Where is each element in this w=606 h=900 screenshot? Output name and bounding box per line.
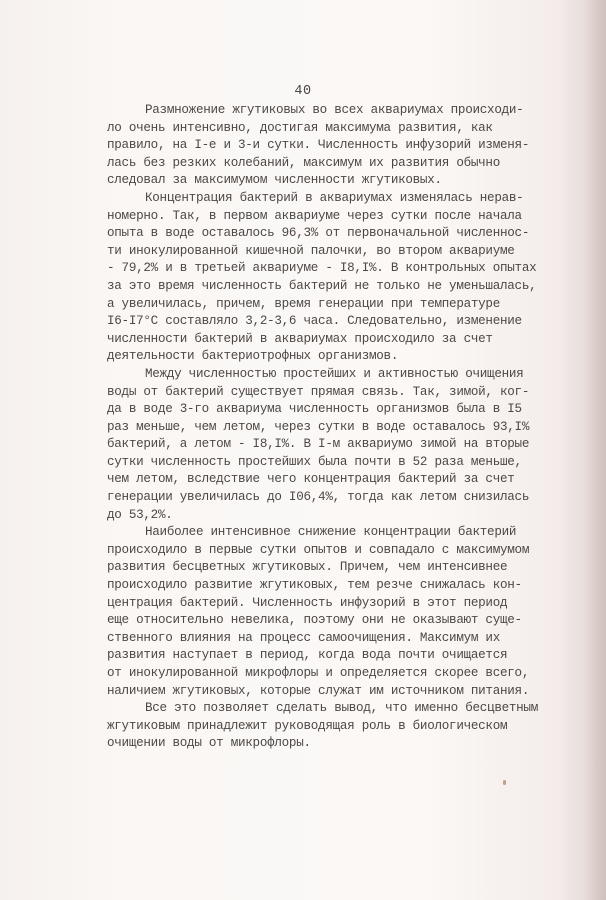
text-line: I6-I7°С составляло 3,2-3,6 часа. Следовательно, изменение	[107, 314, 522, 329]
paragraph	[107, 190, 537, 366]
text-line: чем летом, вследствие чего концентрация бактерий за счет	[107, 472, 515, 487]
text-line: центрация бактерий. Численность инфузорий в этот период	[107, 595, 508, 610]
text-line: лась без резких колебаний, максимум их развития обычно	[107, 155, 500, 170]
text-line: деятельности бактериотрофных организмов.	[107, 349, 399, 364]
text-line: Все это позволяет сделать вывод, что именно бесцветным	[145, 701, 538, 716]
text-line: следовал за максимумом численности жгутиковых.	[107, 173, 442, 188]
text-line: правило, на I-е и 3-и сутки. Численность инфузорий изменя-	[107, 138, 530, 153]
body-text	[107, 102, 538, 753]
text-line: развития наступает в период, когда вода почти очищается	[107, 648, 508, 663]
text-line: номерно. Так, в первом аквариуме через сутки после начала	[107, 208, 522, 223]
text-line: Размножение жгутиковых во всех аквариумах происходи-	[145, 103, 524, 117]
paragraph	[107, 524, 530, 700]
text-line: воды от бактерий существует прямая связь. Так, зимой, ког-	[107, 384, 530, 399]
text-line: развития бесцветных жгутиковых. Причем, чем интенсивнее	[107, 560, 508, 575]
paper-speck	[503, 780, 506, 785]
text-line: происходило в первые сутки опытов и совпадало с максимумом	[107, 542, 530, 557]
paragraph	[107, 700, 538, 753]
page-number: 40	[294, 84, 312, 99]
text-line: Концентрация бактерий в аквариумах изменялась нерав-	[145, 190, 524, 205]
text-line: от инокулированной микрофлоры и определяется скорее всего,	[107, 666, 530, 680]
text-line: происходило развитие жгутиковых, тем резче снижалась кон-	[107, 578, 522, 593]
text-line: сутки численность простейших была почти в 52 раза меньше,	[107, 454, 522, 469]
text-line: бактерий, а летом - I8,I%. В I-м аквариумо зимой на вторые	[107, 437, 530, 452]
text-line: численности бактерий в аквариумах происходило за счет	[107, 331, 493, 346]
text-line: Наиболее интенсивное снижение концентрации бактерий	[145, 525, 517, 540]
paragraph	[107, 366, 530, 524]
text-line: да в воде 3-го аквариума численность организмов была в I5	[107, 402, 522, 417]
text-line: за это время численность бактерий не только не уменьшалась,	[107, 278, 537, 293]
text-line: еще относительно невелика, поэтому они не оказывают суще-	[107, 613, 522, 628]
text-line: раз меньше, чем летом, через сутки в воде оставалось 93,I%	[107, 419, 530, 434]
paragraph	[107, 102, 530, 190]
text-line: ло очень интенсивно, достигая максимума развития, как	[107, 120, 493, 135]
text-line: генерации увеличилась до I06,4%, тогда как летом снизилась	[107, 490, 530, 505]
text-line: - 79,2% и в третьей аквариуме - I8,I%. В контрольных опытах	[107, 261, 537, 276]
text-line: ти инокулированной кишечной палочки, во втором аквариуме	[107, 243, 515, 258]
text-line: Между численностью простейших и активностью очищения	[145, 366, 524, 381]
page-edge-shadow	[584, 0, 606, 900]
text-line: опыта в воде оставалось 96,3% от первоначальной численнос-	[107, 226, 530, 241]
text-line: наличием жгутиковых, которые служат им источником питания.	[107, 683, 530, 698]
text-line: до 53,2%.	[107, 507, 173, 522]
text-line: ственного влияния на процесс самоочищения. Максимум их	[107, 630, 500, 645]
text-line: жгутиковым принадлежит руководящая роль в биологическом	[107, 718, 508, 733]
text-line: а увеличилась, причем, время генерации при температуре	[107, 296, 500, 311]
text-line: очищении воды от микрофлоры.	[107, 736, 311, 751]
